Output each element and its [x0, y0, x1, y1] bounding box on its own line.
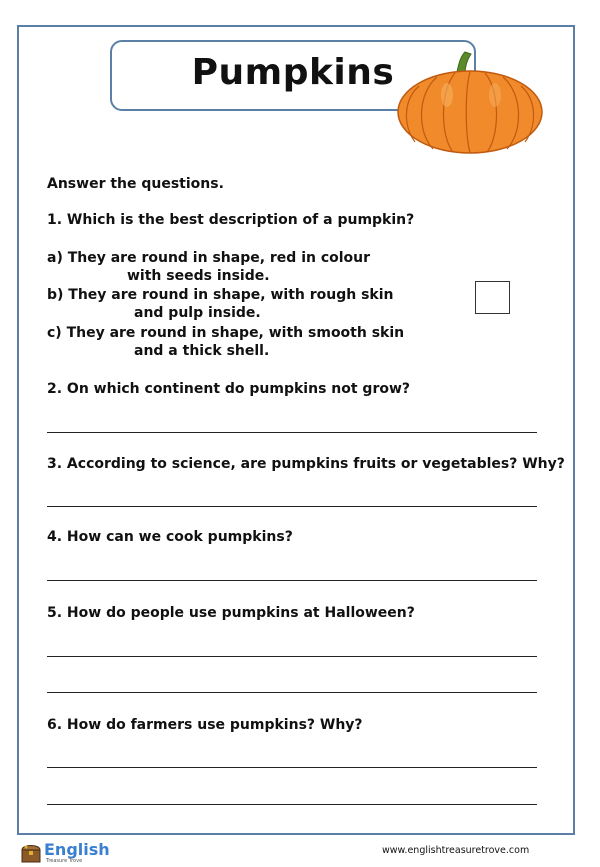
answer-line-question-4[interactable]	[47, 580, 537, 581]
site-logo	[18, 838, 108, 866]
question-6: 6. How do farmers use pumpkins? Why?	[47, 717, 363, 733]
page-title: Pumpkins	[191, 52, 395, 93]
option-b-line2: and pulp inside.	[134, 305, 261, 321]
treasure-chest-icon	[20, 842, 42, 864]
logo-text: English	[44, 840, 110, 859]
option-c-line2: and a thick shell.	[134, 343, 270, 359]
question-2: 2. On which continent do pumpkins not grow?	[47, 381, 411, 397]
answer-line-question-3[interactable]	[47, 506, 537, 507]
question-1: 1. Which is the best description of a pumpkin?	[47, 212, 415, 228]
option-c-line1: c) They are round in shape, with smooth skin	[47, 325, 405, 341]
answer-line-question-5b[interactable]	[47, 692, 537, 693]
question-5: 5. How do people use pumpkins at Halloween?	[47, 605, 415, 621]
option-a-line2: with seeds inside.	[127, 268, 270, 284]
pumpkin-icon	[395, 50, 545, 155]
answer-line-question-6a[interactable]	[47, 767, 537, 768]
logo-subtext: Treasure Trove	[46, 858, 83, 864]
question-4: 4. How can we cook pumpkins?	[47, 529, 293, 545]
answer-line-question-6b[interactable]	[47, 804, 537, 805]
instructions: Answer the questions.	[47, 176, 224, 192]
answer-line-question-5a[interactable]	[47, 656, 537, 657]
question-3: 3. According to science, are pumpkins fruits or vegetables? Why?	[47, 456, 565, 472]
footer-url[interactable]: www.englishtreasuretrove.com	[382, 845, 530, 856]
answer-box-question-1[interactable]	[475, 281, 510, 314]
option-b-line1: b) They are round in shape, with rough skin	[47, 287, 394, 303]
answer-line-question-2[interactable]	[47, 432, 537, 433]
option-a-line1: a) They are round in shape, red in colour	[47, 250, 371, 266]
